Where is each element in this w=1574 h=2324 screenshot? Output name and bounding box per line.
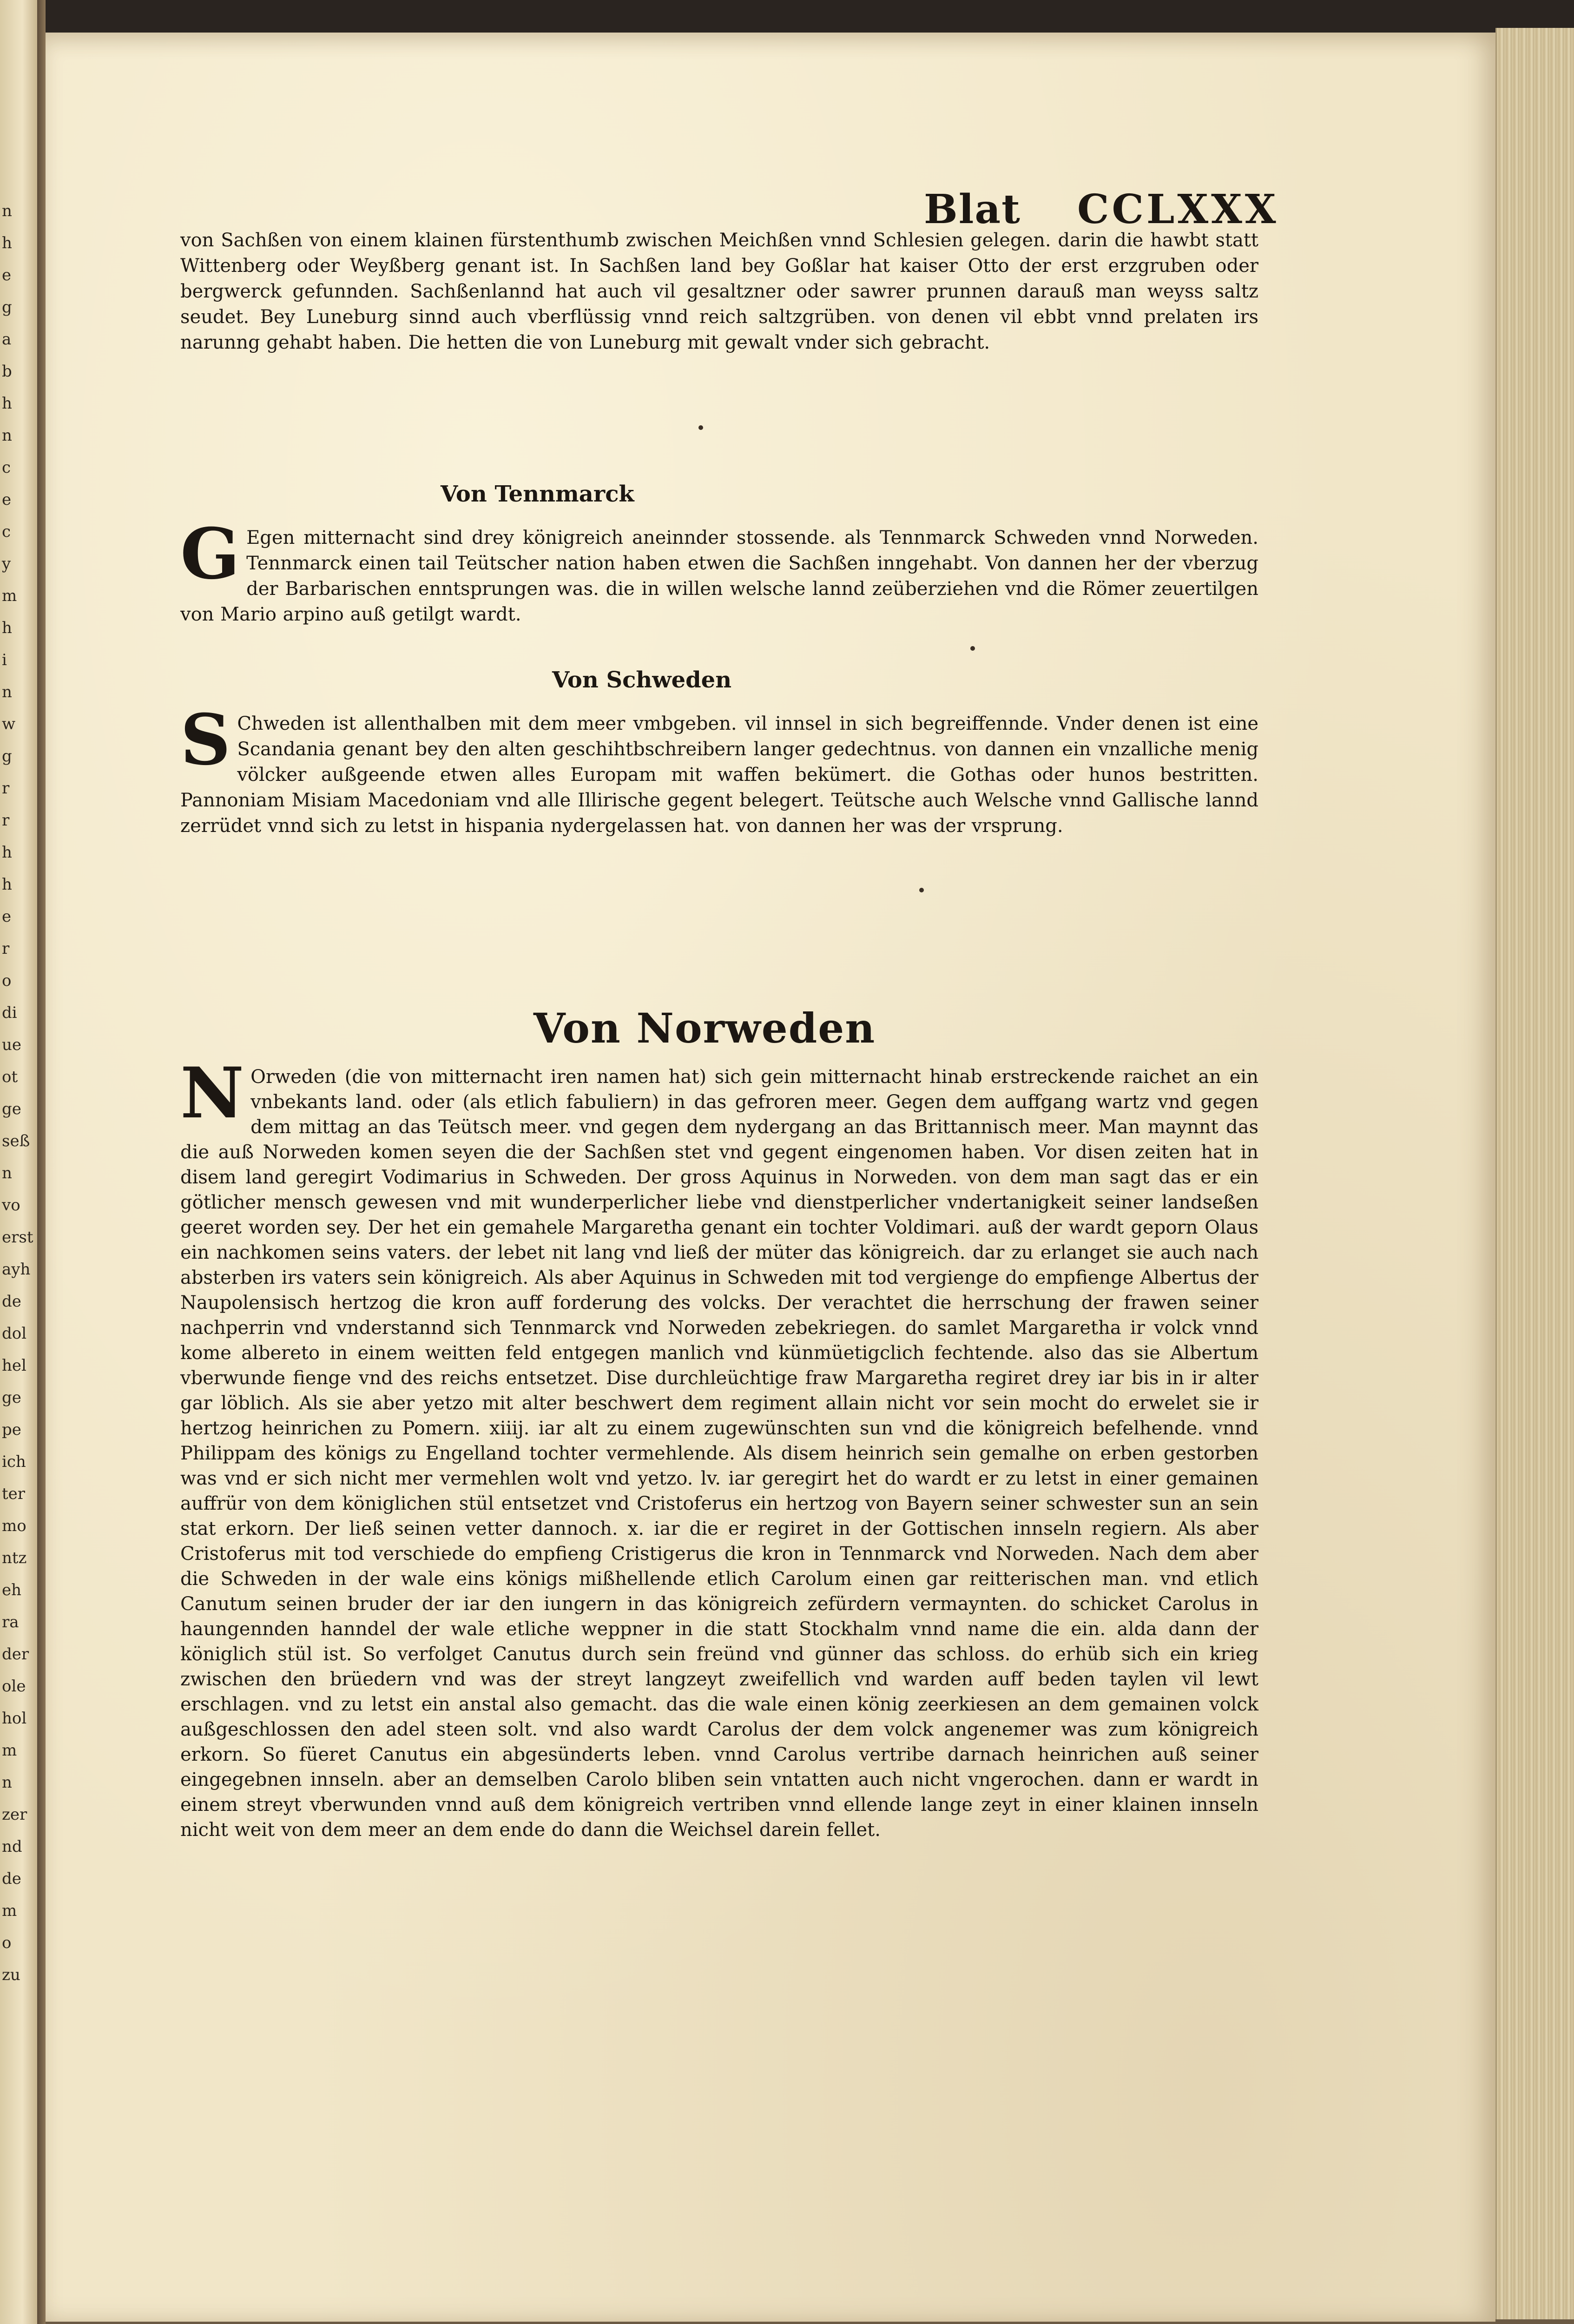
facing-page-fragment: n — [2, 683, 12, 701]
facing-page-fragment: c — [2, 522, 11, 541]
facing-page-edge — [0, 0, 37, 2324]
facing-page-fragment: n — [2, 426, 12, 445]
facing-page-fragment: a — [2, 330, 12, 349]
facing-page-fragment: ntz — [2, 1549, 27, 1567]
initial-letter-n: N — [180, 1052, 244, 1134]
ink-spot — [698, 425, 703, 430]
facing-page-fragment: mo — [2, 1517, 26, 1535]
section-body-tennmarck — [180, 513, 1258, 627]
facing-page-fragment: g — [2, 298, 12, 317]
facing-page-fragment: seß — [2, 1132, 30, 1150]
facing-page-fragment: pe — [2, 1420, 21, 1439]
facing-page-text-fragments — [2, 195, 34, 1991]
book-page — [46, 33, 1495, 2322]
page-block-edge — [1495, 28, 1574, 2324]
facing-page-fragment: der — [2, 1645, 29, 1664]
main-text-norweden: Orweden (die von mitternacht iren namen hat) sich gein mitternacht hinab erstreckende raichet an ein vnbekants land. oder (als etlich fabuliern) in das gefroren meer. Gegen dem auffgang wartz vnd gegen dem mittag an das Teütsch meer. vnd gegen dem nydergang an das Brittannisch meer. Man maynnt das die auß Norweden komen seyen die der Sachßen stet vnd gegent eingenomen haben. Vor disen zeiten hat in disem land geregirt Vodimarius in Schweden. Der gross Aquinus in Norweden. von dem man sagt das er ein götlicher mensch gewesen vnd mit wunderperlicher liebe vnd dienstperlicher vndertanigkeit seiner landseßen geeret worden sey. Der het ein gemahele Margaretha genant ein tochter Voldimari. auß der wardt geporn Olaus ein nachkomen seins vaters. der lebet nit lang vnd ließ der müter das königreich. dar zu erlanget sie auch nach absterben irs vaters sein königreich. Als aber Aquinus in Schweden mit tod vergienge do empfienge Albertus der Naupolensisch hertzog die kron auff forderung des volcks. Der verachtet die herrschung der frawen seiner nachperrin vnd vnderstannd sich Tennmarck vnd Norweden zebekriegen. do samlet Margaretha ir volck vnnd kome albereto in einem weitten feld entgegen manlich vnd künmüetigclich fechtende. also das sie Albertum vberwunde fienge vnd des reichs entsetzet. Dise durchleüchtige fraw Margaretha regiret drey iar bis in ir alter gar löblich. Als sie aber yetzo mit alter beschwert dem regiment allain nicht vor sein mocht do erwelet sie ir hertzog heinrichen zu Pomern. xiiij. iar alt zu einem zugewünschten sun vnd die königreich befelhende. vnnd Philippam des königs zu Engelland tochter vermehlende. Als disem heinrich sein gemalhe on erben gestorben was vnd er sich nicht mer vermehlen wolt vnd yetzo. lv. iar geregirt het do wardt er zu letst in einer gemainen auffrür von dem königlichen stül entsetzet vnd Cristoferus ein hertzog von Bayern seiner schwester sun an sein stat erkorn. Der ließ seinen vetter dannoch. x. iar die er regiret in der Gottischen innseln regiern. Als aber Cristoferus mit tod verschiede do empfieng Cristigerus die kron in Tennmarck vnd Norweden. Nach dem aber die Schweden in der wale eins königs mißhellende etlich Carolum einen gar reitterischen man. vnd etlich Canutum seinen bruder der iar den iungern in das königreich zefürdern vermaynten. do schicket Carolus in haungennden hanndel der wale etliche weppner in die statt Stockhalm vnnd name die ein. alda dann der königlich stül ist. So verfolget Canutus durch sein freünd vnd günner das schloss. do erhüb sich ein krieg zwischen den brüedern vnd was der streyt langzeyt zweifellich vnd warden auff beden taylen vil lewt erschlagen. vnd zu letst ein anstal also gemacht. das die wale einen könig zeerkiesen an dem gemainen volck außgeschlossen den adel steen solt. vnd also wardt Carolus der dem volck angenemer was zum königreich erkorn. So füeret Canutus ein abgesünderts leben. vnnd Carolus vertribe darnach heinrichen auß seiner eingegebnen innseln. aber an demselben Carolo bliben sein vntatten auch nicht vngerochen. dann er wardt in einem streyt vberwunden vnnd auß dem königreich vertriben vnnd ellende lange zeyt in einer klainen innseln nicht weit von dem meer an dem ende do dann die Weichsel darein fellet. — [180, 1066, 1258, 1841]
main-heading-norweden: Von Norweden — [533, 1004, 876, 1052]
facing-page-fragment: m — [2, 1901, 17, 1920]
facing-page-fragment: de — [2, 1292, 21, 1311]
facing-page-fragment: vo — [2, 1196, 20, 1215]
ink-spot — [919, 888, 924, 892]
section-text-tennmarck: Egen mitternacht sind drey königreich aneinnder stossende. als Tennmarck Schweden vnnd Norweden. Tennmarck einen tail Teütscher nation haben etwen die Sachßen inngehabt. Von dannen her der vberzug der Barbarischen enntsprungen was. die in willen welsche lannd zeüberziehen vnd die Römer zeuertilgen von Mario arpino auß getilgt wardt. — [180, 527, 1258, 625]
main-body-norweden — [180, 1052, 1258, 1842]
facing-page-fragment: r — [2, 939, 10, 958]
facing-page-fragment: zer — [2, 1805, 27, 1824]
ink-spot — [970, 646, 975, 651]
facing-page-fragment: c — [2, 458, 11, 477]
section-heading-tennmarck: Von Tennmarck — [441, 481, 634, 507]
facing-page-fragment: zu — [2, 1966, 20, 1984]
initial-letter-g: G — [180, 513, 240, 595]
facing-page-fragment: ra — [2, 1613, 19, 1631]
facing-page-fragment: e — [2, 907, 12, 926]
facing-page-fragment: ge — [2, 1388, 21, 1407]
facing-page-fragment: ge — [2, 1100, 21, 1118]
facing-page-fragment: hel — [2, 1356, 26, 1375]
facing-page-fragment: h — [2, 875, 12, 894]
facing-page-fragment: r — [2, 811, 10, 830]
facing-page-fragment: dol — [2, 1324, 27, 1343]
facing-page-fragment: h — [2, 619, 12, 637]
facing-page-fragment: n — [2, 202, 12, 220]
facing-page-fragment: ot — [2, 1068, 18, 1086]
facing-page-fragment: di — [2, 1004, 17, 1022]
book-gutter — [37, 0, 46, 2324]
intro-paragraph-text: von Sachßen von einem klainen fürstenthumb zwischen Meichßen vnnd Schlesien gelegen. darin die hawbt statt Wittenberg oder Weyßberg genant ist. In Sachßen land bey Goßlar hat kaiser Otto der erst erzgruben oder bergwerck gefunnden. Sachßenlannd hat auch vil gesaltzner oder sawrer prunnen darauß man weyss saltz seudet. Bey Luneburg sinnd auch vberflüssig vnnd reich saltzgrüben. von denen vil ebbt vnnd prelaten irs narunng gehabt haben. Die hetten die von Luneburg mit gewalt vnder sich gebracht. — [180, 230, 1258, 353]
facing-page-fragment: erst — [2, 1228, 33, 1247]
facing-page-fragment: e — [2, 266, 12, 284]
facing-page-fragment: n — [2, 1164, 12, 1182]
initial-letter-s: S — [180, 699, 231, 781]
facing-page-fragment: w — [2, 715, 16, 733]
facing-page-fragment: h — [2, 843, 12, 862]
section-text-schweden: Chweden ist allenthalben mit dem meer vmbgeben. vil innsel in sich begreiffennde. Vnder denen ist eine Scandania genant bey den alten geschihtbschreibern langer gedechtnus. von dannen ein vnzalliche menig völcker außgeende etwen alles Europam mit waffen bekümert. die Gothas oder hunos bestritten. Pannoniam Misiam Macedoniam vnd alle Illirische gegent belegert. Teütsche auch Welsche vnnd Gallische lannd zerrüdet vnnd sich zu letst in hispania nydergelassen hat. von dannen her was der vrsprung. — [180, 713, 1258, 837]
facing-page-fragment: ter — [2, 1485, 26, 1503]
facing-page-fragment: o — [2, 971, 12, 990]
section-heading-schweden: Von Schweden — [552, 667, 732, 693]
facing-page-fragment: m — [2, 1741, 17, 1760]
facing-page-fragment: g — [2, 747, 12, 766]
facing-page-fragment: r — [2, 779, 10, 798]
facing-page-fragment: nd — [2, 1837, 22, 1856]
facing-page-fragment: eh — [2, 1581, 22, 1599]
facing-page-fragment: ue — [2, 1036, 22, 1054]
facing-page-fragment: n — [2, 1773, 12, 1792]
section-body-schweden — [180, 699, 1258, 839]
facing-page-fragment: i — [2, 651, 7, 669]
facing-page-fragment: m — [2, 587, 17, 605]
header-word: Blat — [924, 186, 1021, 233]
facing-page-fragment: ayh — [2, 1260, 31, 1279]
facing-page-fragment: de — [2, 1869, 21, 1888]
facing-page-fragment: e — [2, 490, 12, 509]
facing-page-fragment: o — [2, 1934, 12, 1952]
facing-page-fragment: y — [2, 555, 11, 573]
facing-page-fragment: hol — [2, 1709, 27, 1728]
folio-number: CCLXXX — [1077, 186, 1279, 233]
intro-paragraph — [180, 228, 1258, 356]
facing-page-fragment: ich — [2, 1452, 26, 1471]
facing-page-fragment: ole — [2, 1677, 26, 1696]
facing-page-fragment: h — [2, 234, 12, 252]
facing-page-fragment: h — [2, 394, 12, 413]
facing-page-fragment: b — [2, 362, 12, 381]
